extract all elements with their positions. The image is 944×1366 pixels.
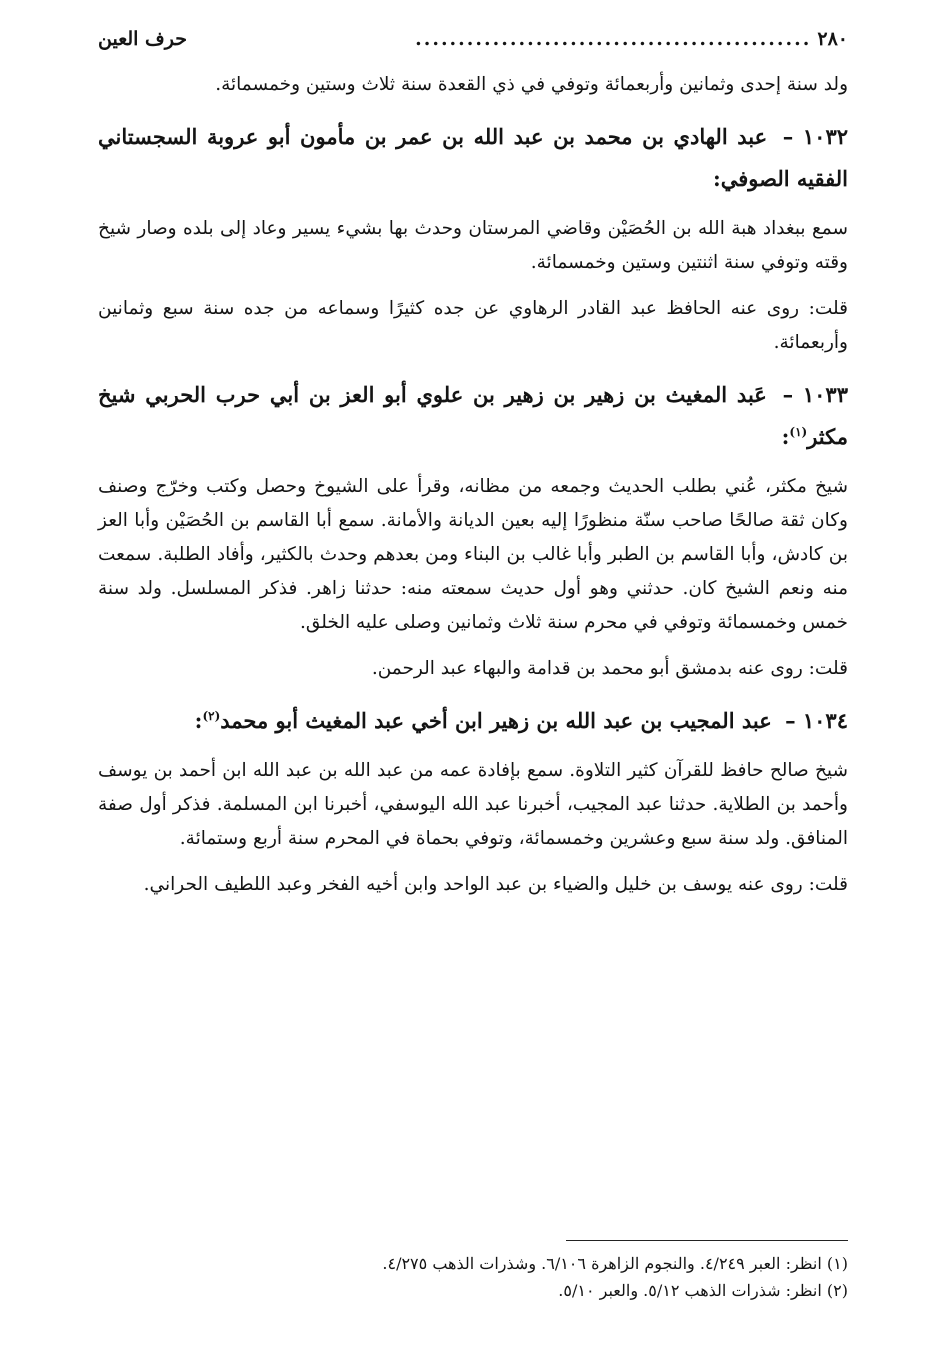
footnotes (98, 1250, 848, 1304)
footnote-2: (٢) انظر: شذرات الذهب ٥/١٢. والعبر ٥/١٠. (558, 1281, 848, 1300)
chapter-title: حرف العين (98, 28, 187, 50)
intro-line: ولد سنة إحدى وثمانين وأربعمائة وتوفي في ذي القعدة سنة ثلاث وستين وخمسمائة. (215, 74, 848, 95)
footnote-divider (566, 1240, 848, 1241)
entry-number: ١٠٣٣ – (782, 382, 848, 407)
entry-heading-tail: : (781, 424, 790, 449)
footnote-1: (١) انظر: العبر ٤/٢٤٩. والنجوم الزاهرة ٦/١٠٦. وشذرات الذهب ٤/٢٧٥. (382, 1254, 848, 1273)
entry-note: قلت: روى عنه يوسف بن خليل والضياء بن عبد الواحد وابن أخيه الفخر وعبد اللطيف الحراني. (143, 874, 848, 895)
page-number: ٢٨٠ (817, 28, 848, 50)
footnote-ref[interactable]: (٢) (202, 709, 221, 723)
entry-note: قلت: روى عنه بدمشق أبو محمد بن قدامة والبهاء عبد الرحمن. (371, 658, 848, 679)
entry-heading-tail: : (194, 708, 203, 733)
entry-heading (98, 374, 848, 458)
entry-number: ١٠٣٢ – (782, 124, 849, 149)
page-header (98, 28, 848, 64)
entry-1034 (98, 700, 848, 902)
entry-number: ١٠٣٤ – (785, 708, 848, 733)
entry-1032 (98, 116, 848, 360)
header-dot-leader: .............................................. (415, 28, 812, 50)
entry-heading-text: عبد الهادي بن محمد بن عبد الله بن عمر بن مأمون أبو عروبة السجستاني الفقيه الصوفي: (98, 124, 848, 191)
entry-heading-text: عبد المجيب بن عبد الله بن زهير ابن أخي عبد المغيث أبو محمد (220, 708, 772, 733)
entry-heading (98, 700, 848, 742)
entry-body: شيخ مكثر، عُني بطلب الحديث وجمعه من مظانه، وقرأ على الشيوخ وحصل وكتب وخرّج وصنف وكان ثقة صالحًا صاحب سنّة منظورًا إليه بعين الديانة والأمانة. سمع أبا القاسم بن الحُصَيْن وأبا العز بن كادش، وأبا القاسم بن الطبر وأبا غالب بن البناء ومن بعدهم وحدث بالكثير، وأفاد الطلبة. سمعت منه ونعم الشيخ كان. حدثني وهو أول حديث سمعته منه: حدثنا زاهر. فذكر المسلسل. ولد سنة خمس وخمسمائة وتوفي في محرم سنة ثلاث وثمانين وصلى عليه الخلق. (98, 476, 848, 633)
entry-heading (98, 116, 848, 200)
entry-1033 (98, 374, 848, 686)
entry-body: شيخ صالح حافظ للقرآن كثير التلاوة. سمع بإفادة عمه من عبد الله بن عبد الله ابن أحمد بن يوسف وأحمد بن الطلاية. حدثنا عبد المجيب، أخبرنا عبد الله اليوسفي، أخبرنا ابن المسلمة. فذكر أول صفة المنافق. ولد سنة سبع وعشرين وخمسمائة، وتوفي بحماة في المحرم سنة أربع وستمائة. (98, 760, 848, 849)
entry-note: قلت: روى عنه الحافظ عبد القادر الرهاوي عن جده كثيرًا وسماعه من جده سنة سبع وثمانين وأربعمائة. (98, 298, 848, 353)
entry-heading-text: عَبد المغيث بن زهير بن زهير بن علوي أبو العز بن أبي حرب الحربي شيخ مكثر (98, 382, 848, 449)
entry-body: سمع ببغداد هبة الله بن الحُصَيْن وقاضي المرستان وحدث بها بشيء يسير وعاد إلى بلده وصار شيخ وقته وتوفي سنة اثنتين وستين وخمسمائة. (98, 218, 848, 273)
footnote-ref[interactable]: (١) (789, 425, 808, 439)
